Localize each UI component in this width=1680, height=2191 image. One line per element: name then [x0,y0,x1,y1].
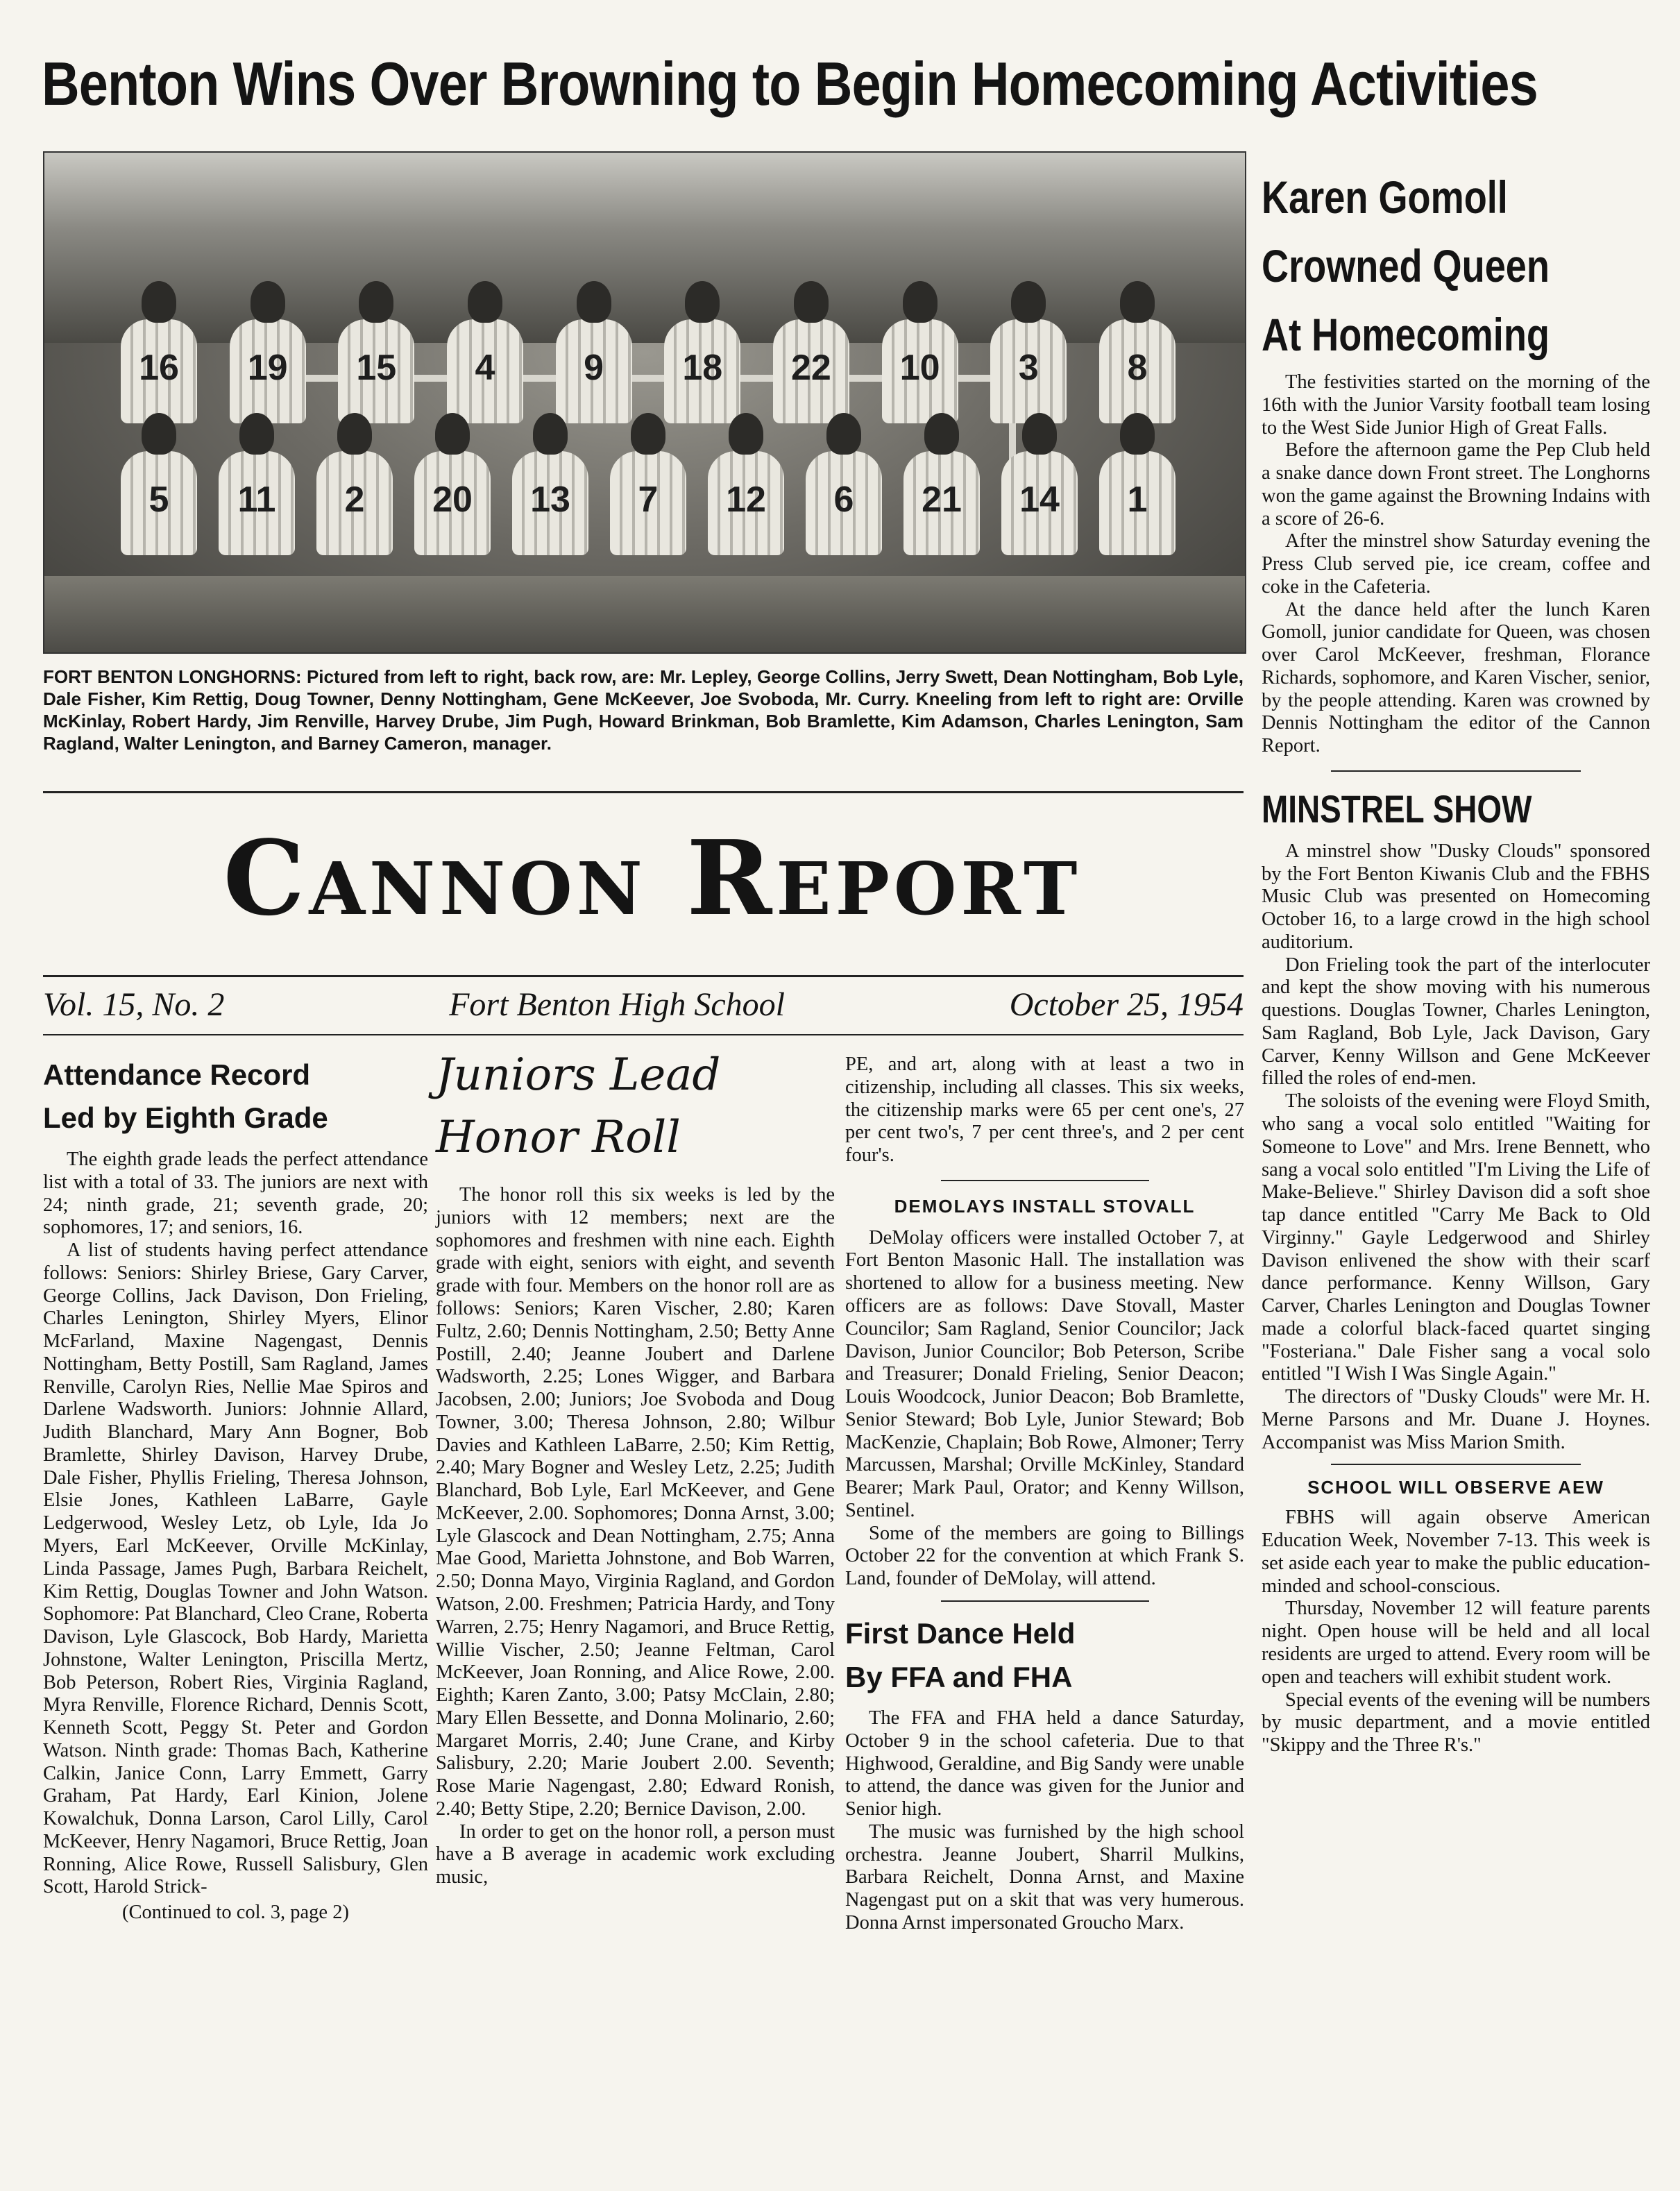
aew-title: SCHOOL WILL OBSERVE AEW [1307,1477,1604,1498]
player-figure [316,451,393,555]
photo-trees [44,153,1245,343]
queen-title-1: Karen Gomoll [1262,171,1508,223]
attendance-article [43,1051,428,1924]
dateline [43,985,1244,1024]
player-figure [1001,451,1078,555]
player-figure [664,319,740,423]
honor-roll-paragraph-2: In order to get on the honor roll, a person must have a B average in academic work excluding music, [436,1820,835,1888]
jersey-number: 8 [1127,348,1148,388]
issue-date: October 25, 1954 [1009,986,1244,1023]
dance-paragraph-2: The music was furnished by the high school orchestra. Jeanne Joubert, Sharril Mulkins, Barbara Reichelt, Donna Arnst, and Maxine Nagengast put on a skit that was very humerous. Donna Arnst impersonated Groucho Marx. [845,1820,1244,1934]
team-photo [43,151,1246,654]
minstrel-paragraph-1: A minstrel show "Dusky Clouds" sponsored by the Fort Benton Kiwanis Club and the FBHS Music Club was presented on Homecoming October 16, to a large crowd in the high school auditorium. [1262,840,1650,953]
continued-note: (Continued to col. 3, page 2) [122,1902,349,1924]
dance-title-2: By FFA and FHA [845,1660,1073,1693]
player-figure [230,319,306,423]
player-figure [1099,319,1176,423]
jersey-number: 13 [530,480,570,520]
jersey-number: 11 [237,480,276,520]
jersey-number: 12 [726,480,766,520]
jersey-number: 21 [922,480,962,520]
attendance-title-2: Led by Eighth Grade [43,1101,328,1135]
jersey-number: 20 [432,480,473,520]
player-figure [806,451,882,555]
jersey-number: 19 [247,348,288,388]
player-figure [121,319,197,423]
honor-roll-article [436,1044,835,1889]
player-figure [219,451,295,555]
queen-title [1262,163,1650,371]
caption-rule [43,791,1244,793]
jersey-number: 15 [356,348,397,388]
headline: Benton Wins Over Browning to Begin Homecoming Activities [42,49,1538,118]
volume-number: Vol. 15, No. 2 [43,986,225,1023]
player-figure [882,319,958,423]
queen-paragraph-3: After the minstrel show Saturday evening the Press Club served pie, ice cream, coffee and coke in the Cafeteria. [1262,530,1650,598]
jersey-number: 18 [682,348,723,388]
demolay-paragraph-2: Some of the members are going to Billings October 22 for the convention at which Frank S. Land, founder of DeMolay, will attend. [845,1522,1244,1590]
queen-paragraph-2: Before the afternoon game the Pep Club held a snake dance down Front street. The Longhorns won the game against the Browning Indains with a score of 26-6. [1262,439,1650,530]
honor-roll-paragraph-1: The honor roll this six weeks is led by the juniors with 12 members; next are the sophomores and freshmen with nine each. Eighth grade with eight, seniors with eight, and seventh grade with four. Members on the honor roll are as follows: Seniors; Karen Vischer, 2.80; Karen Fultz, 2.60; Dennis Nottingham, 2.50; Betty Anne Postill, 2.40; Jeanne Joubert and Darlene Wadsworth, 2.25; Lones Wigger, and Barbara Jacobsen, 2.00; Juniors; Joe Svoboda and Doug Towner, 3.00; Theresa Johnson, 2.80; Wilbur Davies and Kathleen LaBarre, 2.50; Kim Rettig, 2.40; Mary Bogner and Wesley Letz, 2.25; Judith Blanchard, Bob Lyle, Earl McKeever, and Gene McKeever, 2.00. Sophomores; Donna Arnst, 3.00; Lyle Glascock and Dean Nottingham, 2.75; Anna Mae Good, Marietta Johnstone, and Bob Warren, 2.50; Donna Mayo, Virginia Ragland, and Gordon Watson, 2.00. Freshmen; Patricia Hardy, and Tony Warren, 2.75; Henry Nagamori, and Bruce Rettig, Willie Vischer, 2.50; Jeanne Feltman, Carol McKeever, Joan Ronning, and Alice Rowe, 2.00. Eighth; Karen Zanto, 3.00; Patsy McClain, 2.80; Mary Ellen Bessette, and Donna Molinario, 2.60; Margaret Morris, 2.40; June Crane, and Kirby Salisbury, 2.20; Marie Joubert 2.00. Seventh; Rose Marie Nagengast, 2.80; Edward Ronish, 2.40; Betty Stipe, 2.20; Bernice Davison, 2.00. [436,1184,835,1820]
column-three [845,1054,1244,1935]
player-figure [610,451,686,555]
photo-ground [44,576,1245,652]
player-figure [414,451,491,555]
player-figure [990,319,1067,423]
minstrel-title: MINSTREL SHOW [1262,787,1532,831]
minstrel-paragraph-4: The directors of "Dusky Clouds" were Mr. H. Merne Parsons and Mr. Duane J. Hoynes. Accompanist was Miss Marion Smith. [1262,1386,1650,1453]
demolay-title: DEMOLAYS INSTALL STOVALL [894,1195,1196,1217]
jersey-number: 5 [149,480,169,520]
attendance-paragraph-2: A list of students having perfect attendance follows: Seniors: Shirley Briese, Gary Carver, George Collins, Jack Davison, Don Frieling, Charles Lenington, Shirley Myers, Elinor McFarland, Maxine Nagengast, Dennis Nottingham, Betty Postill, Sam Ragland, James Renville, Carolyn Ries, Nellie Mae Spiros and Darlene Wadsworth. Juniors: Johnnie Allard, Judith Blanchard, Mary Ann Bogner, Bob Bramlette, Shirley Davison, Harvey Drube, Dale Fisher, Phyllis Frieling, Theresa Johnson, Elsie Jones, Kathleen LaBarre, Gayle Ledgerwood, Wesley Letz, ob Lyle, Ida Jo Myers, Earl McKeever, Orville McKinlay, Linda Passage, James Pugh, Barbara Reichelt, Kim Rettig, Douglas Towner and John Watson. Sophomore: Pat Blanchard, Cleo Crane, Roberta Davison, Lyle Glascock, Bob Hardy, Marietta Johnstone, Walter Lenington, Priscilla Mertz, Bob Peterson, Robert Ries, Virginia Ragland, Myra Renville, Florence Richard, Dennis Scott, Kenneth Scott, Peggy St. Peter and Gordon Watson. Ninth grade: Thomas Bach, Katherine Calkin, Janice Conn, Larry Emmett, Garry Graham, Pat Hardy, Earl Kinion, Jolene Kowalchuk, Donna Larson, Carol Lilly, Carol McKeever, Henry Nagamori, Bruce Rettig, Joan Ronning, Alice Rowe, Russell Salisbury, Glen Scott, Harold Strick- [43,1240,428,1898]
jersey-number: 1 [1127,480,1148,520]
player-figure [512,451,588,555]
player-figure [1099,451,1176,555]
masthead: Cannon Report [223,818,1082,938]
player-figure [447,319,523,423]
dateline-rule [43,1034,1244,1035]
demolay-paragraph-1: DeMolay officers were installed October 7, at Fort Benton Masonic Hall. The installation was shortened to allow for a business meeting. New officers are as follows: Dave Stovall, Master Councilor; Sam Ragland, Senior Councilor; Jack Davison, Junior Councilor; Bob Peterson, Scribe and Treasurer; Donald Frieling, Senior Deacon; Louis Woodcock, Junior Deacon; Bob Bramlette, Senior Steward; Bob Lyle, Junior Steward; Bob MacKenzie, Chaplain; Bob Rowe, Almoner; Terry Marcussen, Marshal; Orville McKinley, Standard Bearer; Mark Paul, Orator; and Kenny Willson, Sentinel. [845,1226,1244,1521]
honor-roll-title-2: Honor Roll [436,1111,681,1163]
attendance-title-1: Attendance Record [43,1058,311,1091]
jersey-number: 14 [1019,480,1060,520]
dance-paragraph-1: The FFA and FHA held a dance Saturday, October 9 in the school cafeteria. Due to that Highwood, Geraldine, and Big Sandy were unable to attend, the dance was given for the Junior and Senior high. [845,1707,1244,1820]
jersey-number: 22 [791,348,831,388]
front-row-players [121,451,1176,555]
minstrel-paragraph-3: The soloists of the evening were Floyd Smith, who sang a vocal solo entitled "Waiting for Someone to Love" and Mrs. Irene Bennett, who sang a vocal solo entitled "I'm Living the Life of Make-Believe." Shirley Davison did a soft shoe tap dance entitled "Carry Me Back to Old Virginny." Gayle Ledgerwood and Shirley Davison enlivened the show with their scarf dance performance. Kenny Willson, Gary Carver, Charles Lenington and Douglas Towner made a colorful black-faced quartet singing "Fosteriana." Dale Fisher sang a vocal solo entitled "I Wish I Was Single Again." [1262,1090,1650,1385]
jersey-number: 16 [139,348,179,388]
jersey-number: 4 [475,348,495,388]
player-figure [903,451,980,555]
honor-roll-paragraph-3: PE, and art, along with at least a two in citizenship, including all classes. This six weeks, the citizenship marks were 65 per cent one's, 27 per cent two's, 7 per cent three's, and 2 per cent four's. [845,1054,1244,1167]
photo-caption: FORT BENTON LONGHORNS: Pictured from left to right, back row, are: Mr. Lepley, George Collins, Jerry Swett, Dean Nottingham, Bob Lyle, Dale Fisher, Kim Rettig, Doug Towner, Denny Nottingham, Gene McKeever, Joe Svoboda, Mr. Curry. Kneeling from left to right are: Orville McKinlay, Robert Hardy, Jim Renville, Harvey Drube, Jim Pugh, Howard Brinkman, Bob Bramlette, Kim Adamson, Charles Lenington, Sam Ragland, Walter Lenington, and Barney Cameron, manager. [43,666,1244,754]
queen-paragraph-1: The festivities started on the morning of the 16th with the Junior Varsity football team losing to the West Side Junior High of Great Falls. [1262,371,1650,439]
right-column [1262,163,1650,1757]
jersey-number: 2 [344,480,365,520]
queen-title-3: At Homecoming [1262,309,1550,360]
aew-paragraph-1: FBHS will again observe American Education Week, November 7-13. This week is set aside each year to make the public education-minded and school-conscious. [1262,1507,1650,1597]
aew-paragraph-2: Thursday, November 12 will feature parents night. Open house will be held and all local residents are urged to attend. Every room will be open and teachers will exhibit student work. [1262,1598,1650,1688]
jersey-number: 7 [638,480,659,520]
demolay-rule [941,1180,1149,1181]
minstrel-paragraph-2: Don Frieling took the part of the interlocuter and kept the show moving with his numerous questions. Douglas Towner, Charles Lenington, Sam Ragland, Bob Lyle, Jack Davison, Gary Carver, Kenny Willson and Gene McKeever filled the roles of end-men. [1262,954,1650,1090]
honor-roll-title-1: Juniors Lead [436,1049,721,1101]
aew-paragraph-3: Special events of the evening will be numbers by music department, and a movie entitled "Skippy and the Three R's." [1262,1689,1650,1757]
player-figure [773,319,849,423]
jersey-number: 10 [899,348,940,388]
player-figure [121,451,197,555]
jersey-number: 9 [584,348,604,388]
queen-title-2: Crowned Queen [1262,240,1550,291]
masthead-rule [43,975,1244,977]
queen-paragraph-4: At the dance held after the lunch Karen Gomoll, junior candidate for Queen, was chosen over Carol McKeever, freshman, Florance Richards, sophomore, and Karen Vischer, senior, by the people attending. Karen was crowned by Dennis Nottingham the editor of the Cannon Report. [1262,598,1650,757]
minstrel-rule [1331,770,1581,772]
school-name: Fort Benton High School [449,986,785,1023]
player-figure [338,319,414,423]
jersey-number: 6 [833,480,854,520]
aew-rule [1331,1464,1581,1465]
dance-rule [941,1600,1149,1602]
back-row-players [121,319,1176,423]
player-figure [708,451,784,555]
attendance-paragraph-1: The eighth grade leads the perfect attendance list with a total of 33. The juniors are next with 24; ninth grade, 21; seventh grade, 20; sophomores, 17; and seniors, 16. [43,1148,428,1239]
jersey-number: 3 [1018,348,1039,388]
dance-title-1: First Dance Held [845,1616,1076,1650]
player-figure [556,319,632,423]
